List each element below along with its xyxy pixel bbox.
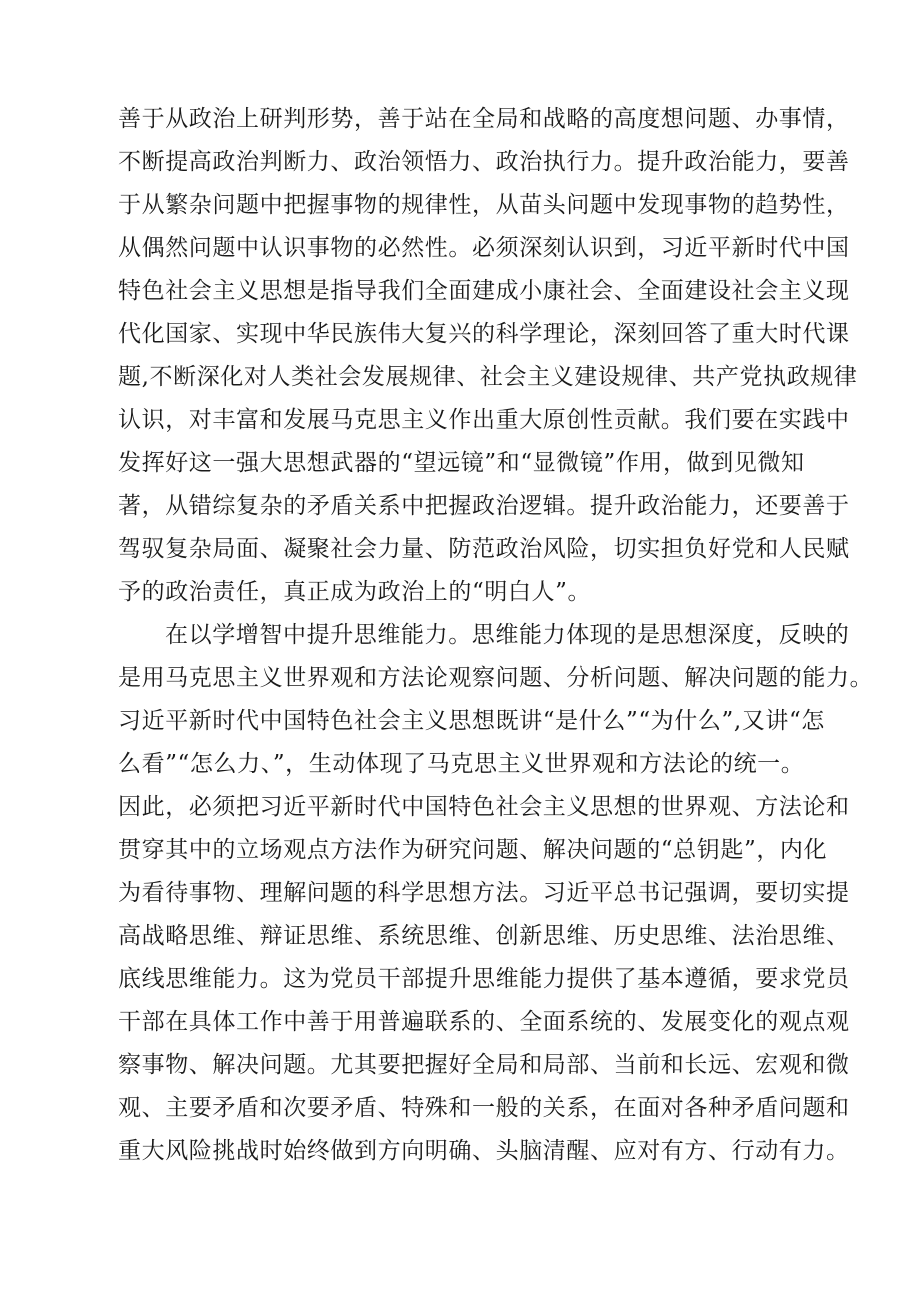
text-line: 察事物、解决问题。尤其要把握好全局和局部、当前和长远、宏观和微 (118, 1052, 850, 1078)
text-line: 因此，必须把习近平新时代中国特色社会主义思想的世界观、方法论和 (118, 794, 850, 820)
body-text (118, 98, 874, 1173)
text-line: 善于从政治上研判形势，善于站在全局和战略的高度想问题、办事情， (118, 106, 850, 132)
text-line: 代化国家、实现中华民族伟大复兴的科学理论，深刻回答了重大时代课 (118, 321, 850, 347)
text-line: 为看待事物、理解问题的科学思想方法。习近平总书记强调，要切实提 (118, 880, 850, 906)
text-line: 观、主要矛盾和次要矛盾、特殊和一般的关系，在面对各种矛盾问题和 (118, 1095, 850, 1121)
text-line: 著，从错综复杂的矛盾关系中把握政治逻辑。提升政治能力，还要善于 (118, 493, 850, 519)
text-line: 高战略思维、辩证思维、系统思维、创新思维、历史思维、法治思维、 (118, 923, 850, 949)
text-line: 底线思维能力。这为党员干部提升思维能力提供了基本遵循，要求党员 (118, 966, 850, 992)
text-line: 不断提高政治判断力、政治领悟力、政治执行力。提升政治能力，要善 (118, 149, 850, 175)
text-line: 重大风险挑战时始终做到方向明确、头脑清醒、应对有方、行动有力。 (118, 1138, 850, 1164)
text-line: 贯穿其中的立场观点方法作为研究问题、解决问题的“总钥匙”，内化 (118, 837, 828, 863)
text-line: 习近平新时代中国特色社会主义思想既讲“是什么”“为什么”,又讲“怎 (118, 708, 825, 734)
text-line: 特色社会主义思想是指导我们全面建成小康社会、全面建设社会主义现 (118, 278, 850, 304)
text-line: 驾驭复杂局面、凝聚社会力量、防范政治风险，切实担负好党和人民赋 (118, 536, 850, 562)
paragraph-start-line: 在以学增智中提升思维能力。思维能力体现的是思想深度，反映的 (165, 622, 850, 648)
text-line: 于从繁杂问题中把握事物的规律性，从苗头问题中发现事物的趋势性， (118, 192, 850, 218)
text-line: 认识，对丰富和发展马克思主义作出重大原创性贡献。我们要在实践中 (118, 407, 850, 433)
text-line: 发挥好这一强大思想武器的“望远镜”和“显微镜”作用，做到见微知 (118, 450, 805, 476)
text-line: 从偶然问题中认识事物的必然性。必须深刻认识到，习近平新时代中国 (118, 235, 850, 261)
text-line: 干部在具体工作中善于用普遍联系的、全面系统的、发展变化的观点观 (118, 1009, 850, 1035)
text-line: 题,不断深化对人类社会发展规律、社会主义建设规律、共产党执政规律 (118, 364, 858, 390)
text-line: 么看”“怎么力、”，生动体现了马克思主义世界观和方法论的统一。 (118, 751, 805, 777)
text-line: 是用马克思主义世界观和方法论观察问题、分析问题、解决问题的能力。 (118, 665, 874, 691)
text-line: 予的政治责任，真正成为政治上的“明白人”。 (118, 579, 592, 605)
